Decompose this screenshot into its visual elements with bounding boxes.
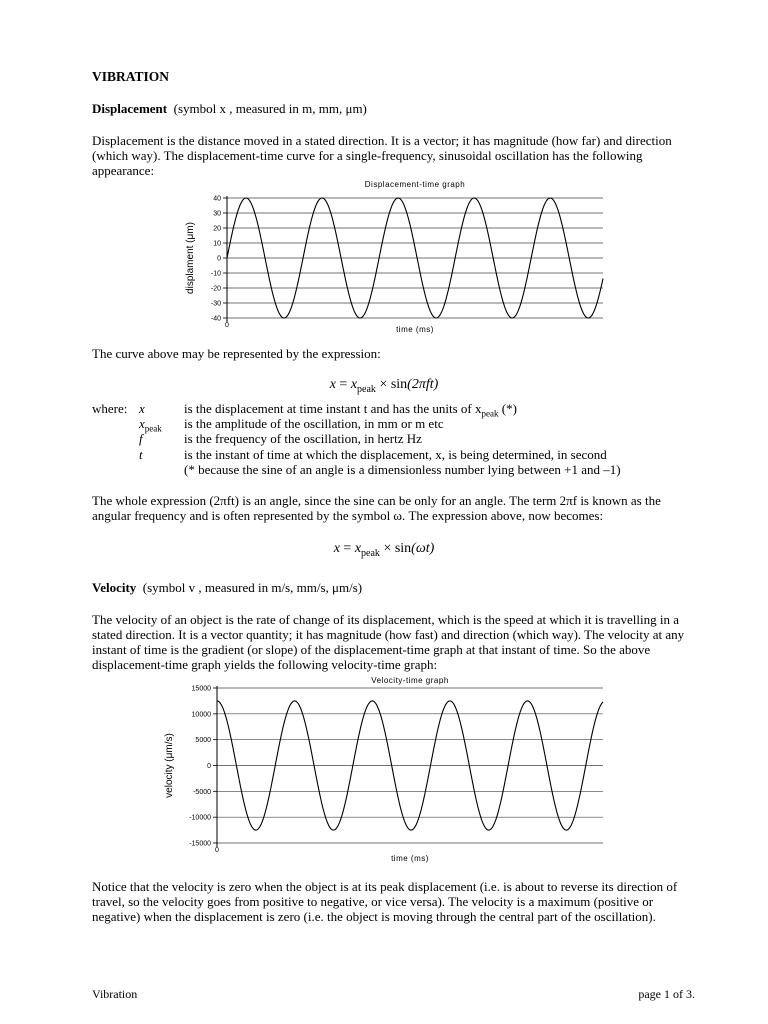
eq2-arg: (ωt) <box>411 541 435 556</box>
displacement-chart-svg <box>0 178 768 338</box>
where-row <box>92 416 712 434</box>
page-title: VIBRATION <box>92 69 170 84</box>
where-symbol: $x_{peak}$ <box>139 416 162 434</box>
eq1-lhs: x <box>329 377 336 392</box>
velocity-heading <box>92 580 362 595</box>
equation-2 <box>0 541 768 561</box>
x-axis-label: time (ms) <box>396 325 434 334</box>
y-tick-label: 0 <box>217 255 221 263</box>
eq2-eq: = <box>339 541 355 556</box>
velocity-notice <box>92 879 702 924</box>
displacement-para2: The curve above may be represented by the expression: <box>92 346 381 361</box>
where-row <box>92 462 712 477</box>
where-symbol: x <box>139 401 145 416</box>
y-tick-label: -15000 <box>189 840 211 848</box>
velocity-intro <box>92 612 702 672</box>
y-tick-label: -20 <box>210 285 221 293</box>
displacement-intro <box>92 133 702 178</box>
angular-frequency-para <box>92 493 702 523</box>
equation-1 <box>0 377 768 397</box>
velocity-chart <box>0 672 768 870</box>
displacement-heading <box>92 101 367 116</box>
displacement-heading-text: Displacement <box>92 101 168 116</box>
velocity-para2: Notice that the velocity is zero when the object is at its peak displacement (i.e. is about to reverse its direction of travel, so the velocity goes from positive to negative, or vice versa). The velocity is a maximum (positive or negative) when the displacement is zero (i.e. the object is moving through the central part of the oscillation). <box>92 879 678 924</box>
y-tick-label: 15000 <box>191 685 211 693</box>
y-tick-label: 10000 <box>191 711 211 719</box>
eq1-sub: peak <box>357 383 376 395</box>
eq2-sub: peak <box>361 547 380 559</box>
y-axis-label: velocity (μm/s) <box>164 733 175 798</box>
displacement-chart <box>0 178 768 341</box>
footer-right: page 1 of 3. <box>638 987 695 1001</box>
eq1-x: x <box>350 377 358 392</box>
where-desc: is the instant of time at which the displacement, x, is being determined, in second <box>184 447 607 462</box>
y-tick-label: -10 <box>210 270 221 278</box>
where-label: where: <box>92 401 128 416</box>
where-desc: (* because the sine of an angle is a dimensionless number lying between +1 and –1) <box>184 462 621 477</box>
displacement-para3: The whole expression (2πft) is an angle, since the sine can be only for an angle. The term 2πf is known as the angular frequency and is often represented by the symbol ω. The expression above, now becomes: <box>92 493 661 523</box>
y-tick-label: -5000 <box>193 788 211 796</box>
displacement-subheading: (symbol x , measured in m, mm, μm) <box>173 101 367 116</box>
y-tick-label: 40 <box>213 195 221 203</box>
x-tick-label: 0 <box>215 847 219 854</box>
eq2-sin: × sin <box>379 541 412 556</box>
eq1-arg: (2πft) <box>407 377 439 392</box>
chart-title: Displacement-time graph <box>364 180 466 189</box>
y-tick-label: 20 <box>213 225 221 233</box>
x-tick-label: 0 <box>225 322 229 329</box>
where-desc: is the frequency of the oscillation, in hertz Hz <box>184 431 422 446</box>
footer-left: Vibration <box>92 987 138 1001</box>
expression-intro <box>92 346 702 361</box>
displacement-para1: Displacement is the distance moved in a stated direction. It is a vector; it has magnitude (how far) and direction (which way). The displacement-time curve for a single-frequency, sinusoidal oscillation has the following appearance: <box>92 133 672 178</box>
y-tick-label: -40 <box>210 315 221 323</box>
eq1-sin: × sin <box>375 377 408 392</box>
eq2-lhs: x <box>333 541 340 556</box>
velocity-subheading: (symbol v , measured in m/s, mm/s, μm/s) <box>142 580 363 595</box>
velocity-chart-svg <box>0 672 768 867</box>
velocity-para1: The velocity of an object is the rate of change of its displacement, which is the speed at which it is travelling in a stated direction. It is a vector quantity; it has magnitude (how fast) and direction (which way). The velocity at any instant of time is the gradient (or slope) of the displacement-time graph at that instant of time. So the above displacement-time graph yields the following velocity-time graph: <box>92 612 685 672</box>
y-tick-label: -30 <box>210 300 221 308</box>
x-axis-label: time (ms) <box>391 854 429 863</box>
y-tick-label: -10000 <box>189 814 211 822</box>
where-desc: is the amplitude of the oscillation, in mm or m etc <box>184 416 444 431</box>
velocity-heading-text: Velocity <box>92 580 137 595</box>
where-symbol: t <box>139 447 143 462</box>
where-symbol: f <box>139 431 143 446</box>
eq2-x: x <box>354 541 362 556</box>
where-row <box>92 447 712 462</box>
chart-title: Velocity-time graph <box>371 676 449 685</box>
where-row <box>92 401 712 419</box>
y-tick-label: 30 <box>213 210 221 218</box>
y-axis-label: displament (μm) <box>185 222 196 294</box>
eq1-eq: = <box>335 377 351 392</box>
y-tick-label: 0 <box>207 763 211 770</box>
y-tick-label: 5000 <box>195 737 211 745</box>
where-desc: is the displacement at time instant t and has the units of $x_{peak}$ (*) <box>184 401 517 419</box>
where-row <box>92 431 712 446</box>
y-tick-label: 10 <box>213 240 221 248</box>
